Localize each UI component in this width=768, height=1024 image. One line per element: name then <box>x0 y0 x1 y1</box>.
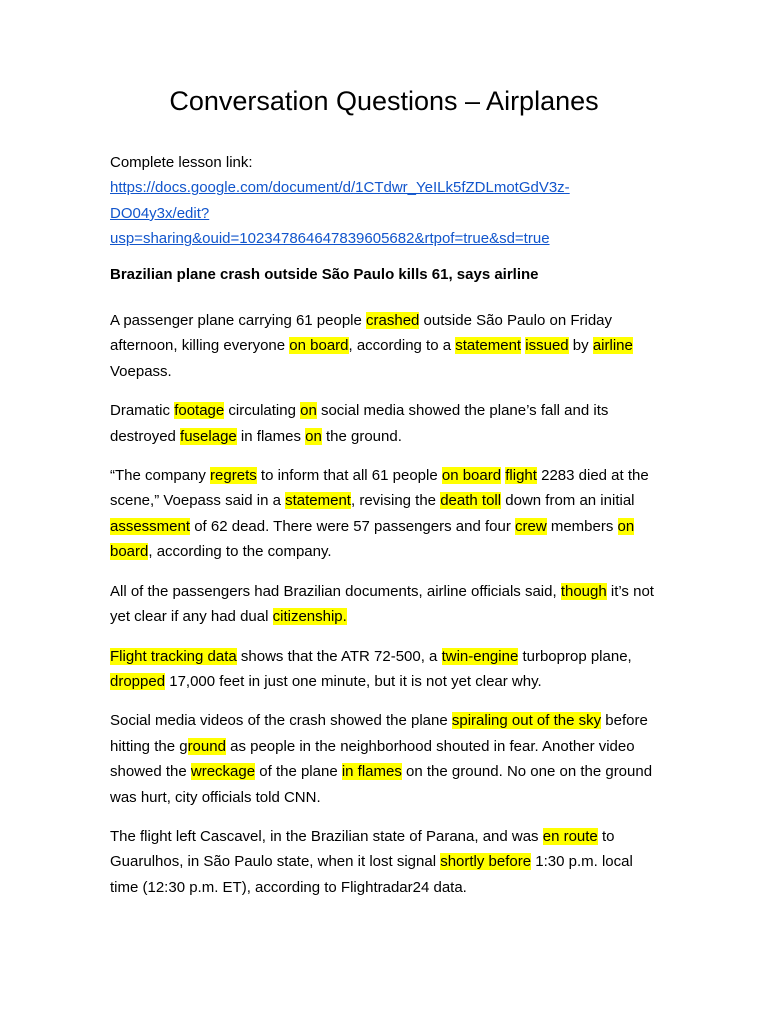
article-paragraphs <box>110 308 658 900</box>
article-paragraph <box>110 824 658 900</box>
highlighted-term: wreckage <box>190 763 256 781</box>
highlighted-term: on board <box>289 337 349 355</box>
article-paragraph <box>110 579 658 630</box>
paragraph-text: , according to a <box>348 337 456 355</box>
article-paragraph <box>110 308 658 384</box>
highlighted-term: death toll <box>440 492 502 510</box>
article-paragraph <box>110 708 658 810</box>
highlighted-term: though <box>560 582 607 600</box>
paragraph-text: of 62 dead. There were 57 passengers and four <box>190 517 515 535</box>
paragraph-text: circulating <box>224 402 301 420</box>
highlighted-term: on board <box>441 467 502 485</box>
highlighted-term: on <box>305 427 322 445</box>
paragraph-text: as people in the neighborhood shouted in fear. Another video showed the <box>110 737 635 781</box>
lesson-link-line: https://docs.google.com/document/d/1CTdwr_YeILk5fZDLmotGdV3z- <box>110 179 570 197</box>
highlighted-term: airline <box>592 337 633 355</box>
article-paragraph <box>110 644 658 695</box>
highlighted-term: crashed <box>366 312 420 330</box>
lesson-link-line: DO04y3x/edit? <box>110 204 210 222</box>
highlighted-term: shortly before <box>440 853 532 871</box>
paragraph-text: before hitting the g <box>110 712 648 755</box>
highlighted-term: in flames <box>341 763 402 781</box>
highlighted-term: spiraling out of the sky <box>451 712 602 730</box>
paragraph-text: to inform that all 61 people <box>256 467 442 485</box>
document-body <box>110 150 658 914</box>
paragraph-text: , according to the company. <box>148 543 332 561</box>
lesson-link-label: Complete lesson link: <box>110 154 253 171</box>
page-title: Conversation Questions – Airplanes <box>169 86 599 116</box>
paragraph-text: A passenger plane carrying 61 people <box>110 312 367 330</box>
article-paragraph <box>110 463 658 565</box>
highlighted-term: statement <box>285 492 351 510</box>
lesson-link[interactable] <box>110 175 658 251</box>
highlighted-term: flight <box>505 467 537 485</box>
paragraph-text: shows that the ATR 72-500, a <box>236 647 442 665</box>
paragraph-text: 17,000 feet in just one minute, but it is not yet clear why. <box>165 672 542 690</box>
highlighted-term: regrets <box>210 467 257 485</box>
paragraph-text: to Guarulhos, in São Paulo state, when it lost signal <box>110 827 615 871</box>
paragraph-text: the ground. <box>321 427 402 445</box>
paragraph-text: members <box>546 517 618 535</box>
paragraph-text: by <box>568 337 593 355</box>
paragraph-text: Dramatic <box>110 402 175 420</box>
highlighted-term: crew <box>515 517 547 535</box>
paragraph-text: All of the passengers had Brazilian documents, airline officials said, <box>110 582 561 600</box>
paragraph-text: outside São Paulo on Friday afternoon, killing everyone <box>110 312 613 355</box>
paragraph-text: 2283 died at the scene,” Voepass said in a <box>110 467 649 510</box>
highlighted-term: citizenship. <box>272 608 347 626</box>
paragraph-text: down from an initial <box>501 492 635 510</box>
paragraph-text: it’s not yet clear if any had dual <box>110 582 654 626</box>
paragraph-text: Voepass. <box>110 362 172 380</box>
paragraph-text: social media showed the plane’s fall and its destroyed <box>110 402 609 445</box>
highlighted-term: fuselage <box>180 427 237 445</box>
highlighted-term: Flight tracking data <box>110 647 237 665</box>
highlighted-term: footage <box>174 402 225 420</box>
paragraph-text: turboprop plane, <box>518 647 632 665</box>
highlighted-term: on board <box>110 517 635 561</box>
paragraph-text: Social media videos of the crash showed the plane <box>110 712 452 730</box>
highlighted-term: on <box>300 402 317 420</box>
paragraph-text: of the plane <box>255 763 342 781</box>
highlighted-term: en route <box>542 827 598 845</box>
paragraph-text: 1:30 p.m. local time (12:30 p.m. ET), according to Flightradar24 data. <box>110 853 633 896</box>
article-paragraph <box>110 398 658 449</box>
lesson-link-line: usp=sharing&ouid=102347864647839605682&rtpof=true&sd=true <box>110 230 550 248</box>
paragraph-text: The flight left Cascavel, in the Brazilian state of Parana, and was <box>110 827 543 845</box>
highlighted-term: statement <box>455 337 522 355</box>
highlighted-term: assessment <box>110 517 191 535</box>
paragraph-text: in flames <box>236 427 306 445</box>
highlighted-term: round <box>187 737 226 755</box>
article-headline: Brazilian plane crash outside São Paulo kills 61, says airline <box>110 265 539 283</box>
highlighted-term: issued <box>525 337 569 355</box>
lesson-link-block <box>110 150 658 252</box>
paragraph-text: on the ground. No one on the ground was hurt, city officials told CNN. <box>110 763 653 806</box>
highlighted-term: dropped <box>110 672 166 690</box>
paragraph-text: , revising the <box>350 492 441 510</box>
highlighted-term: twin-engine <box>441 647 519 665</box>
paragraph-text: “The company <box>110 467 211 485</box>
